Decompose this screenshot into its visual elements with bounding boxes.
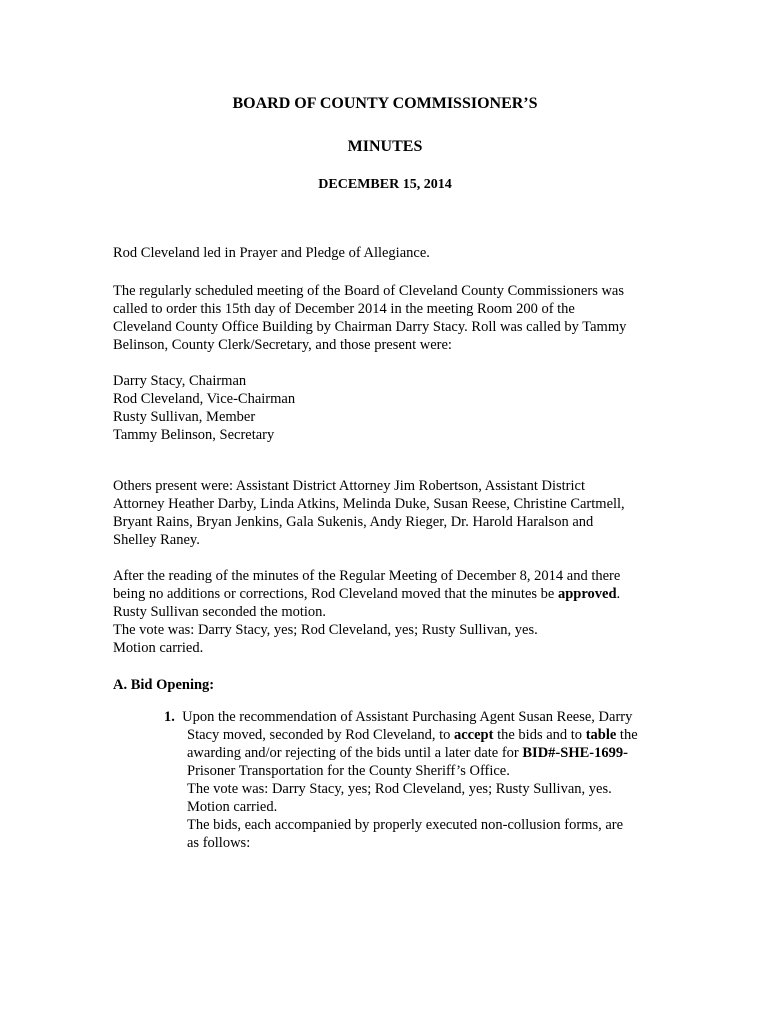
intro-line: called to order this 15th day of December 2014 in the meeting Room 200 of the (113, 301, 575, 317)
intro-paragraph (113, 282, 673, 354)
motion-result: Motion carried. (113, 640, 204, 656)
meeting-date: DECEMBER 15, 2014 (318, 177, 452, 192)
vote-line: The vote was: Darry Stacy, yes; Rod Cleveland, yes; Rusty Sullivan, yes. (113, 622, 538, 638)
motion-result: Motion carried. (187, 799, 278, 815)
item-line: The bids, each accompanied by properly executed non-collusion forms, are (187, 817, 624, 833)
present-member: Tammy Belinson, Secretary (113, 427, 275, 443)
prayer-paragraph (113, 244, 673, 262)
prayer-line: Rod Cleveland led in Prayer and Pledge of Allegiance. (113, 245, 430, 261)
approval-line: being no additions or corrections, Rod Cleveland moved that the minutes be approved. (113, 586, 621, 602)
item-line: Stacy moved, seconded by Rod Cleveland, to accept the bids and to table the (187, 727, 638, 743)
intro-line: The regularly scheduled meeting of the Board of Cleveland County Commissioners was (113, 283, 625, 299)
approval-line: After the reading of the minutes of the Regular Meeting of December 8, 2014 and there (113, 568, 621, 584)
others-line: Others present were: Assistant District Attorney Jim Robertson, Assistant District (113, 478, 586, 494)
present-member: Rusty Sullivan, Member (113, 409, 256, 425)
approved-emphasis: approved (557, 586, 617, 602)
item-line: awarding and/or rejecting of the bids until a later date for BID#-SHE-1699- (187, 745, 628, 761)
present-member: Darry Stacy, Chairman (113, 373, 247, 389)
vote-line: The vote was: Darry Stacy, yes; Rod Cleveland, yes; Rusty Sullivan, yes. (187, 781, 612, 797)
bid-number: BID#-SHE-1699- (522, 745, 628, 761)
document-title: BOARD OF COUNTY COMMISSIONER’S (232, 95, 538, 112)
approval-line: Rusty Sullivan seconded the motion. (113, 604, 327, 620)
document-subtitle: MINUTES (347, 138, 423, 155)
present-list (113, 372, 673, 444)
others-line: Bryant Rains, Bryan Jenkins, Gala Sukenis, Andy Rieger, Dr. Harold Haralson and (113, 514, 594, 530)
item-line: Prisoner Transportation for the County Sheriff’s Office. (187, 763, 510, 779)
minutes-approval-paragraph (113, 567, 673, 657)
present-member: Rod Cleveland, Vice-Chairman (113, 391, 296, 407)
others-line: Attorney Heather Darby, Linda Atkins, Melinda Duke, Susan Reese, Christine Cartmell, (113, 496, 625, 512)
section-heading-bid-opening: A. Bid Opening: (113, 677, 215, 693)
others-present-paragraph (113, 477, 673, 549)
intro-line: Belinson, County Clerk/Secretary, and those present were: (113, 337, 452, 353)
others-line: Shelley Raney. (113, 532, 200, 548)
item-line: 1. Upon the recommendation of Assistant Purchasing Agent Susan Reese, Darry (164, 709, 633, 725)
bid-item-1 (164, 708, 684, 852)
intro-line: Cleveland County Office Building by Chairman Darry Stacy. Roll was called by Tammy (113, 319, 627, 335)
item-line: as follows: (187, 835, 251, 851)
item-number: 1. (164, 709, 175, 725)
